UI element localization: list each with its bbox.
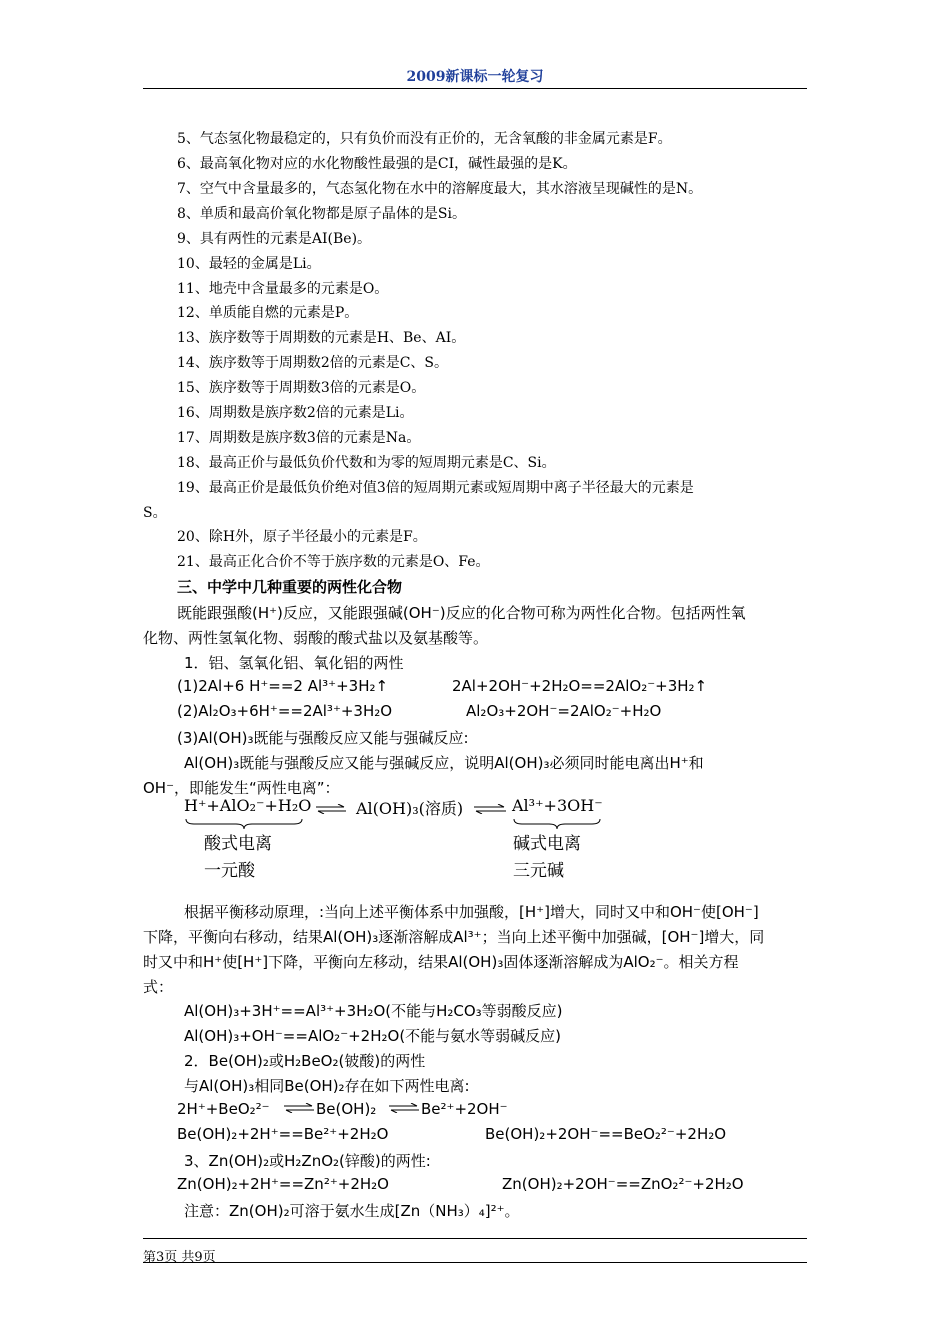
- list-item: 21、最高正化合价不等于族序数的元素是O、Fe。: [177, 554, 490, 570]
- header-rule: [143, 88, 807, 89]
- base-ionization-sublabel: 三元碱: [513, 861, 564, 881]
- paragraph-line: OH⁻，即能发生“两性电离”：: [143, 779, 340, 797]
- equation: 2Al+2OH⁻+2H₂O==2AlO₂⁻+3H₂↑: [452, 677, 708, 695]
- equation: (3)Al(OH)₃既能与强酸反应又能与强碱反应:: [177, 729, 469, 747]
- list-item: 7、空气中含量最多的，气态氢化物在水中的溶解度最大，其水溶液呈现碱性的是N。: [177, 181, 703, 197]
- equation: Al(OH)₃+OH⁻==AlO₂⁻+2H₂O(不能与氨水等弱碱反应): [184, 1027, 562, 1045]
- intro-line: 既能跟强酸(H⁺)反应，又能跟强碱(OH⁻)反应的化合物可称为两性化合物。包括两性氧: [177, 604, 746, 622]
- paragraph-line: 式：: [143, 978, 174, 996]
- paragraph-line: 与Al(OH)₃相同Be(OH)₂存在如下两性电离:: [184, 1077, 470, 1095]
- paragraph-line: 根据平衡移动原理，:当向上述平衡体系中加强酸，[H⁺]增大，同时又中和OH⁻使[OH⁻]: [184, 903, 759, 921]
- equation: Be(OH)₂+2OH⁻==BeO₂²⁻+2H₂O: [485, 1125, 727, 1143]
- note-line: 注意：Zn(OH)₂可溶于氨水生成[Zn（NH₃）₄]²⁺。: [184, 1202, 520, 1220]
- subheading-aluminium: 1．铝、氢氧化铝、氧化铝的两性: [184, 654, 404, 672]
- page-header-title: 2009新课标一轮复习: [406, 69, 544, 85]
- equation: (1)2Al+6 H⁺==2 Al³⁺+3H₂↑: [177, 677, 389, 695]
- list-item: 8、单质和最高价氧化物都是原子晶体的是Si。: [177, 206, 466, 222]
- base-ionization-label: 碱式电离: [513, 834, 581, 854]
- equilibrium-arrow-icon: [389, 1103, 419, 1113]
- list-item: 11、地壳中含量最多的元素是O。: [177, 281, 389, 297]
- list-item: 6、最高氧化物对应的水化物酸性最强的是CI，碱性最强的是K。: [177, 156, 577, 172]
- equation: Be(OH)₂+2H⁺==Be²⁺+2H₂O: [177, 1125, 389, 1143]
- be-ionization-middle: Be(OH)₂: [316, 1100, 377, 1118]
- subheading-zinc: 3、Zn(OH)₂或H₂ZnO₂(锌酸)的两性:: [184, 1152, 431, 1170]
- list-item: 12、单质能自燃的元素是P。: [177, 305, 359, 321]
- list-item: 13、族序数等于周期数的元素是H、Be、AI。: [177, 330, 466, 346]
- list-item: 5、气态氢化物最稳定的，只有负价而没有正价的，无含氧酸的非金属元素是F。: [177, 131, 672, 147]
- ionization-left: H⁺+AlO₂⁻+H₂O: [184, 796, 312, 815]
- equation: Zn(OH)₂+2OH⁻==ZnO₂²⁻+2H₂O: [502, 1175, 744, 1193]
- ionization-middle: Al(OH)₃(溶质): [356, 799, 464, 818]
- list-item: 15、族序数等于周期数3倍的元素是O。: [177, 380, 426, 396]
- paragraph-line: Al(OH)₃既能与强酸反应又能与强碱反应，说明Al(OH)₃必须同时能电离出H⁺和: [184, 754, 704, 772]
- footer-rule: [143, 1238, 807, 1239]
- equation: Al₂O₃+2OH⁻=2AlO₂⁻+H₂O: [466, 702, 662, 720]
- footer-bottom-rule: [143, 1262, 807, 1263]
- ionization-equation: [184, 794, 604, 830]
- equilibrium-arrow-icon: [284, 1103, 314, 1113]
- list-item: 9、具有两性的元素是AI(Be)。: [177, 231, 372, 247]
- list-item: 19、最高正价是最低负价绝对值3倍的短周期元素或短周期中离子半径最大的元素是: [177, 480, 694, 496]
- paragraph-line: 下降，平衡向右移动，结果Al(OH)₃逐渐溶解成Al³⁺；当向上述平衡中加强碱，[OH⁻]增大，同: [143, 928, 765, 946]
- equation: Al(OH)₃+3H⁺==Al³⁺+3H₂O(不能与H₂CO₃等弱酸反应): [184, 1002, 563, 1020]
- paragraph-line: 时又中和H⁺使[H⁺]下降，平衡向左移动，结果Al(OH)₃固体逐渐溶解成为AlO₂⁻。相关方程: [143, 953, 739, 971]
- list-item: 10、最轻的金属是Li。: [177, 256, 321, 272]
- acid-ionization-sublabel: 一元酸: [204, 861, 255, 881]
- list-item: 14、族序数等于周期数2倍的元素是C、S。: [177, 355, 449, 371]
- list-item-continuation: S。: [143, 505, 167, 521]
- be-ionization-right: Be²⁺+2OH⁻: [421, 1100, 508, 1118]
- acid-ionization-label: 酸式电离: [204, 834, 272, 854]
- equilibrium-arrow-icon: [474, 804, 506, 814]
- list-item: 20、除H外，原子半径最小的元素是F。: [177, 529, 427, 545]
- page-number: 第3页 共9页: [143, 1250, 216, 1265]
- equilibrium-arrow-icon: [316, 804, 346, 814]
- equation: (2)Al₂O₃+6H⁺==2Al³⁺+3H₂O: [177, 702, 393, 720]
- list-item: 17、周期数是族序数3倍的元素是Na。: [177, 430, 421, 446]
- ionization-right: Al³⁺+3OH⁻: [512, 796, 603, 815]
- be-ionization-left: 2H⁺+BeO₂²⁻: [177, 1100, 270, 1118]
- equation: Zn(OH)₂+2H⁺==Zn²⁺+2H₂O: [177, 1175, 389, 1193]
- section-heading: 三、中学中几种重要的两性化合物: [177, 578, 403, 596]
- subheading-beryllium: 2．Be(OH)₂或H₂BeO₂(铍酸)的两性: [184, 1052, 426, 1070]
- list-item: 18、最高正价与最低负价代数和为零的短周期元素是C、Si。: [177, 455, 556, 471]
- list-item: 16、周期数是族序数2倍的元素是Li。: [177, 405, 414, 421]
- intro-line: 化物、两性氢氧化物、弱酸的酸式盐以及氨基酸等。: [143, 629, 489, 647]
